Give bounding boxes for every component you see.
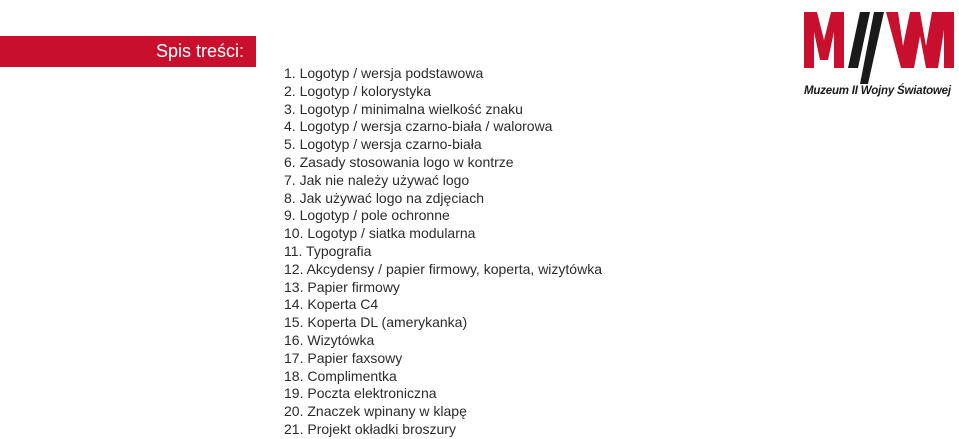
logo-letter-m: [804, 12, 844, 68]
toc-item-4: 4. Logotyp / wersja czarno-biała / walorowa: [284, 118, 553, 135]
section-banner: [0, 36, 256, 67]
toc-item-6: 6. Zasady stosowania logo w kontrze: [284, 153, 514, 170]
toc-item-11: 11. Typografia: [284, 242, 372, 259]
toc-item-1: 1. Logotyp / wersja podstawowa: [284, 65, 484, 81]
toc-item-17: 17. Papier faxsowy: [284, 349, 403, 366]
toc-title: Spis treści:: [155, 41, 244, 61]
toc-item-14: 14. Koperta C4: [284, 296, 379, 313]
toc-item-2: 2. Logotyp / kolorystyka: [284, 82, 432, 99]
toc-item-19: 19. Poczta elektroniczna: [284, 385, 437, 402]
toc-item-21: 21. Projekt okładki broszury: [284, 420, 456, 437]
toc-item-18: 18. Complimentka: [284, 367, 397, 384]
toc-item-3: 3. Logotyp / minimalna wielkość znaku: [284, 100, 523, 117]
toc-item-12: 12. Akcydensy / papier firmowy, koperta, wizytówka: [284, 260, 602, 277]
toc-item-9: 9. Logotyp / pole ochronne: [284, 207, 450, 224]
toc-item-15: 15. Koperta DL (amerykanka): [284, 314, 468, 331]
toc-item-7: 7. Jak nie należy używać logo: [284, 171, 470, 188]
table-of-contents: [284, 65, 602, 439]
logo-letter-w: [886, 12, 954, 68]
toc-item-10: 10. Logotyp / siatka modularna: [284, 225, 476, 242]
logo-caption: Muzeum II Wojny Światowej: [804, 85, 951, 97]
toc-item-8: 8. Jak używać logo na zdjęciach: [284, 189, 484, 206]
toc-item-5: 5. Logotyp / wersja czarno-biała: [284, 136, 482, 153]
toc-item-20: 20. Znaczek wpinany w klapę: [284, 403, 467, 420]
toc-item-13: 13. Papier firmowy: [284, 278, 400, 295]
toc-item-16: 16. Wizytówka: [284, 331, 375, 348]
